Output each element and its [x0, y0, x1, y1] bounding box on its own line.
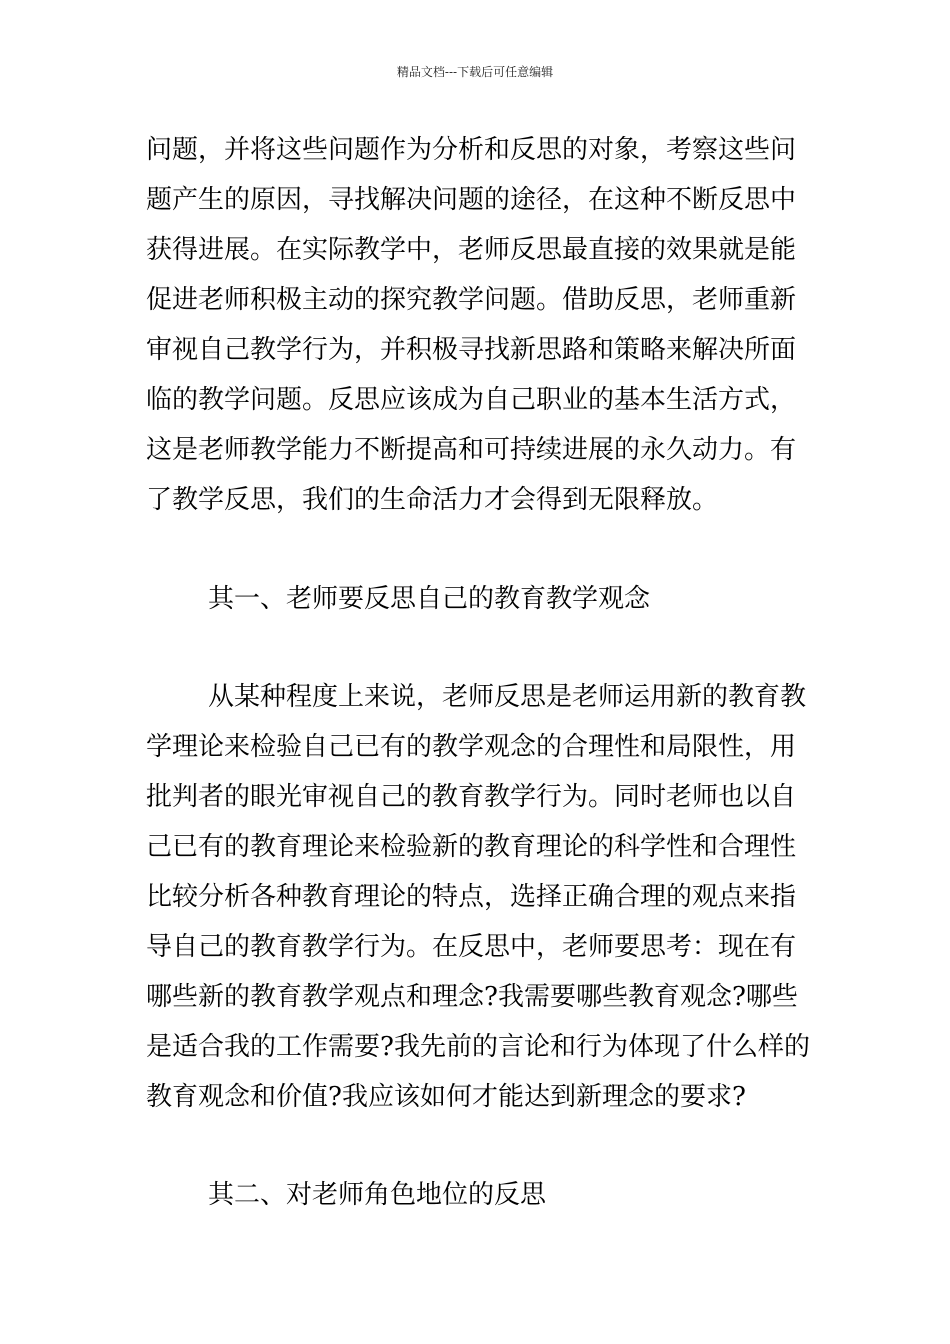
- paragraph-line: 题产生的原因，寻找解决问题的途径，在这种不断反思中: [146, 185, 797, 215]
- paragraph-line: 了教学反思，我们的生命活力才会得到无限释放。: [146, 485, 719, 515]
- paragraph-line: 导自己的教育教学行为。在反思中，老师要思考：现在有: [146, 932, 797, 962]
- paragraph-line: 批判者的眼光审视自己的教育教学行为。同时老师也以自: [146, 782, 797, 812]
- paragraph-line: 哪些新的教育教学观点和理念?我需要哪些教育观念?哪些: [146, 982, 798, 1012]
- paragraph-line: 是适合我的工作需要?我先前的言论和行为体现了什么样的: [146, 1032, 810, 1062]
- paragraph-line: 临的教学问题。反思应该成为自己职业的基本生活方式，: [146, 385, 797, 415]
- paragraph-line: 比较分析各种教育理论的特点，选择正确合理的观点来指: [146, 882, 797, 912]
- paragraph-line: 审视自己教学行为，并积极寻找新思路和策略来解决所面: [146, 335, 797, 365]
- section-heading: 其二、对老师角色地位的反思: [208, 1180, 547, 1210]
- page-header: 精品文档---下载后可任意编辑: [396, 65, 554, 79]
- paragraph-line: 己已有的教育理论来检验新的教育理论的科学性和合理性: [146, 832, 797, 862]
- section-heading: 其一、老师要反思自己的教育教学观念: [208, 584, 651, 614]
- paragraph-line: 从某种程度上来说，老师反思是老师运用新的教育教: [208, 682, 807, 712]
- paragraph-line: 这是老师教学能力不断提高和可持续进展的永久动力。有: [146, 435, 797, 465]
- paragraph-line: 促进老师积极主动的探究教学问题。借助反思，老师重新: [146, 285, 797, 315]
- paragraph-line: 学理论来检验自己已有的教学观念的合理性和局限性，用: [146, 732, 797, 762]
- paragraph-line: 获得进展。在实际教学中，老师反思最直接的效果就是能: [146, 235, 797, 265]
- paragraph-line: 教育观念和价值?我应该如何才能达到新理念的要求?: [146, 1082, 746, 1112]
- paragraph-line: 问题，并将这些问题作为分析和反思的对象，考察这些问: [146, 135, 797, 165]
